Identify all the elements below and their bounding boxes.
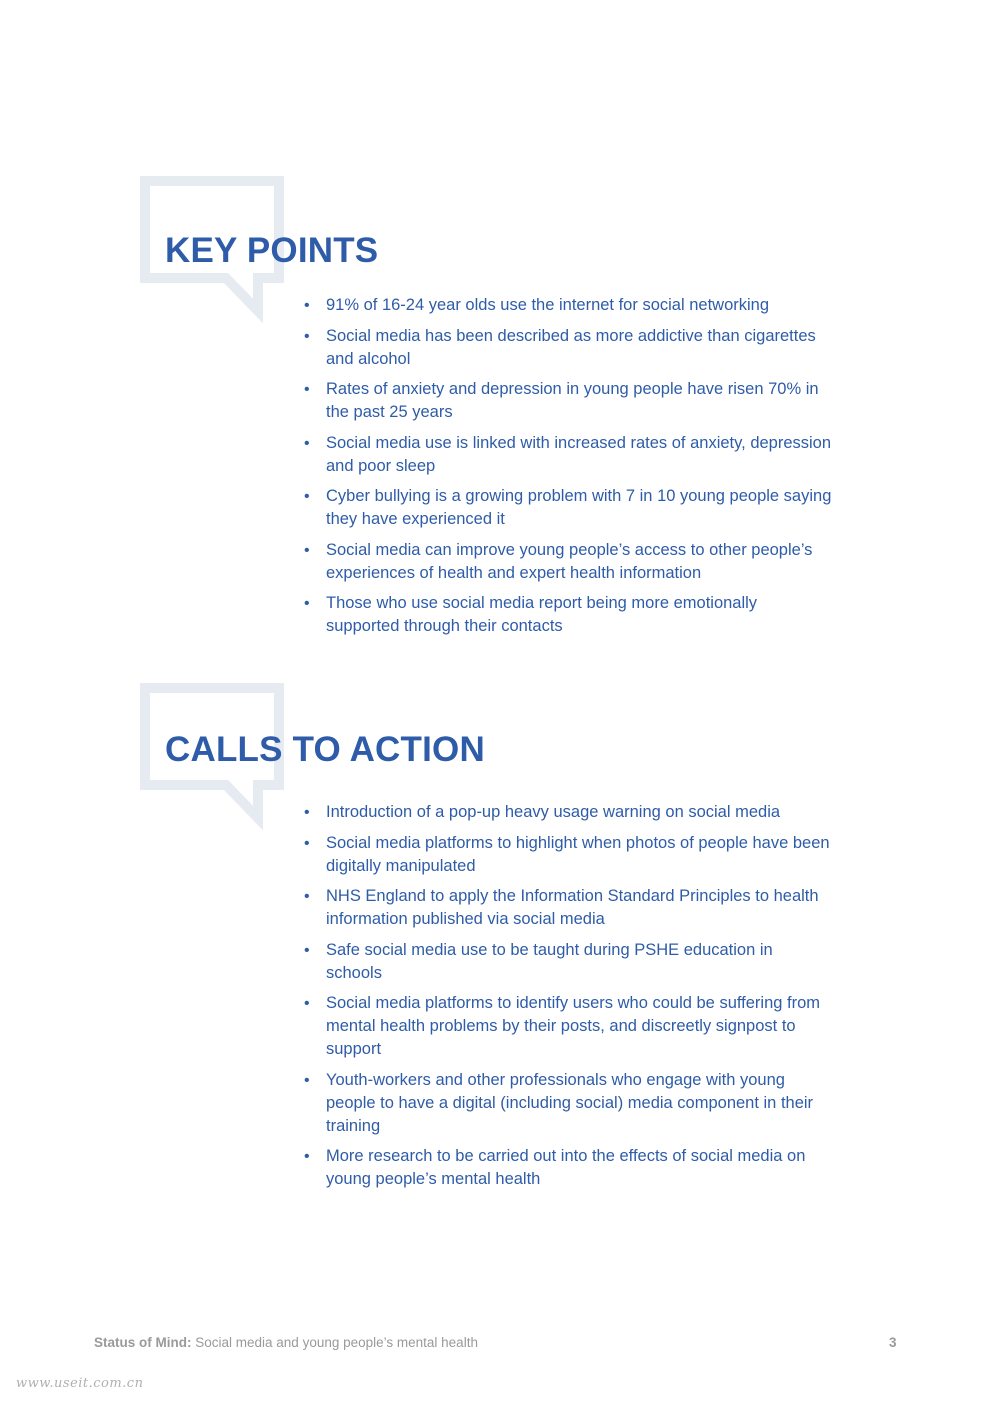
bullet-icon: •	[304, 297, 310, 314]
section-heading-key-points: KEY POINTS	[165, 231, 379, 270]
list-item: • Social media has been described as more addictive than cigarettes and alcohol	[304, 326, 816, 368]
bullet-icon: •	[304, 541, 310, 559]
list-item: • NHS England to apply the Information Standard Principles to health information published via social media	[304, 887, 819, 928]
bullet-icon: •	[304, 381, 310, 398]
list-item: • Social media platforms to identify users who could be suffering from mental health problems by their posts, and discreetly signpost to support	[304, 994, 821, 1058]
list-item: • Cyber bullying is a growing problem with 7 in 10 young people saying they have experienced it	[304, 487, 832, 528]
list-item: • 91% of 16-24 year olds use the internet for social networking	[302, 294, 832, 317]
list-item: • Youth-workers and other professionals who engage with young people to have a digital (including social) media component in their training	[304, 1070, 814, 1135]
list-item: • Social media can improve young people’s access to other people’s experiences of health and expert health information	[304, 540, 813, 582]
footer-title-rest: Social media and young people’s mental health	[191, 1335, 478, 1350]
footer-title	[94, 1335, 478, 1350]
list-item: • More research to be carried out into the effects of social media on young people’s mental health	[304, 1147, 806, 1188]
calls-to-action-list	[302, 801, 832, 1199]
watermark: www.useit.com.cn	[16, 1376, 144, 1391]
key-points-list	[302, 294, 832, 646]
bullet-icon: •	[304, 1148, 310, 1165]
list-item: • Safe social media use to be taught during PSHE education in schools	[304, 940, 773, 982]
list-item: • Those who use social media report being more emotionally supported through their contacts	[304, 594, 758, 635]
list-item: • Social media platforms to highlight when photos of people have been digitally manipulated	[304, 833, 830, 875]
list-item: • Rates of anxiety and depression in young people have risen 70% in the past 25 years	[304, 380, 819, 421]
bullet-icon: •	[304, 595, 310, 612]
bullet-icon: •	[304, 804, 310, 821]
bullet-icon: •	[304, 995, 310, 1012]
footer-title-bold: Status of Mind:	[94, 1335, 192, 1350]
section-heading-calls-to-action: CALLS TO ACTION	[165, 730, 485, 769]
bullet-icon: •	[304, 941, 310, 959]
bullet-icon: •	[304, 1071, 310, 1089]
bullet-icon: •	[304, 327, 310, 345]
bullet-icon: •	[304, 434, 310, 452]
bullet-icon: •	[304, 834, 310, 852]
bullet-icon: •	[304, 888, 310, 905]
list-item: • Social media use is linked with increased rates of anxiety, depression and poor sleep	[304, 433, 832, 475]
list-item: • Introduction of a pop-up heavy usage warning on social media	[302, 801, 832, 824]
page-number: 3	[889, 1335, 897, 1350]
bullet-icon: •	[304, 488, 310, 505]
